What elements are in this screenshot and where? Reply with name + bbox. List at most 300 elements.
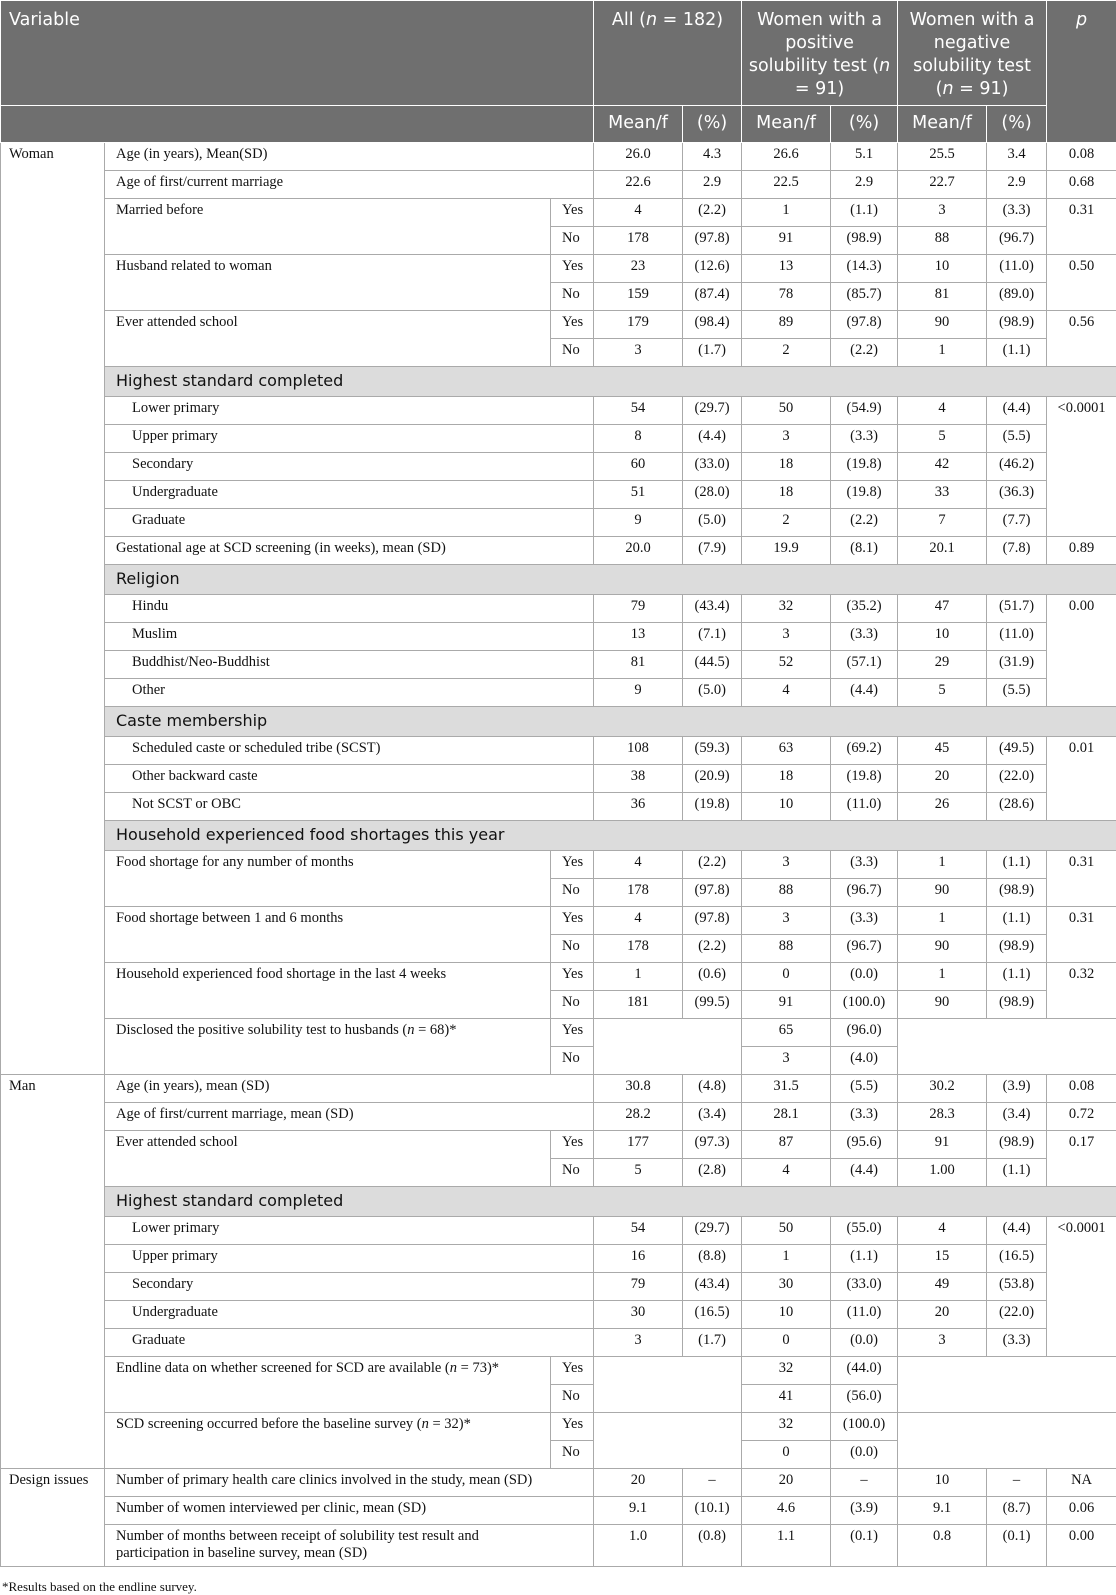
table-row — [1, 793, 1116, 821]
row-label: Graduate — [105, 509, 594, 537]
value-cell: 1 — [742, 199, 831, 227]
value-cell: 5 — [898, 679, 987, 707]
section-row — [1, 707, 1116, 737]
yes-label: Yes — [551, 1357, 594, 1385]
percent-cell: (1.7) — [683, 1329, 742, 1357]
percent-cell: – — [987, 1469, 1047, 1497]
percent-cell: (33.0) — [683, 453, 742, 481]
percent-cell: (3.3) — [831, 623, 898, 651]
section-title: Religion — [105, 565, 1116, 595]
percent-cell: (0.1) — [831, 1525, 898, 1567]
section-title: Household experienced food shortages this year — [105, 821, 1116, 851]
p-value: 0.68 — [1047, 171, 1116, 199]
value-cell: 1 — [742, 1245, 831, 1273]
table-row — [1, 171, 1116, 199]
value-cell: 15 — [898, 1245, 987, 1273]
value-cell: 90 — [898, 311, 987, 339]
footnote: *Results based on the endline survey. — [0, 1567, 1116, 1595]
percent-cell: (46.2) — [987, 453, 1047, 481]
no-label: No — [551, 991, 594, 1019]
value-cell: 30 — [742, 1273, 831, 1301]
percent-cell: (97.8) — [831, 311, 898, 339]
row-label: Upper primary — [105, 1245, 594, 1273]
percent-cell: (98.9) — [987, 1131, 1047, 1159]
value-cell: 4 — [594, 907, 683, 935]
yes-label: Yes — [551, 255, 594, 283]
header-p: p — [1047, 1, 1116, 143]
no-label: No — [551, 1385, 594, 1413]
yes-label: Yes — [551, 907, 594, 935]
blank-cell — [594, 1413, 742, 1469]
row-label: Disclosed the positive solubility test to husbands (n = 68)* — [105, 1019, 551, 1075]
percent-cell: (1.1) — [987, 1159, 1047, 1187]
header-mean-f: Mean/f — [742, 106, 831, 143]
percent-cell: (4.4) — [987, 397, 1047, 425]
table-row — [1, 1301, 1116, 1329]
no-label: No — [551, 1159, 594, 1187]
percent-cell: (3.3) — [831, 851, 898, 879]
row-label: Ever attended school — [105, 1131, 551, 1187]
table-row — [1, 595, 1116, 623]
value-cell: 5 — [898, 425, 987, 453]
value-cell: 30.2 — [898, 1075, 987, 1103]
table-row — [1, 1245, 1116, 1273]
header-pct: (%) — [683, 106, 742, 143]
percent-cell: (20.9) — [683, 765, 742, 793]
row-label: Undergraduate — [105, 481, 594, 509]
value-cell: 4 — [594, 851, 683, 879]
value-cell: 89 — [742, 311, 831, 339]
table-row — [1, 1329, 1116, 1357]
value-cell: 9 — [594, 679, 683, 707]
row-label: Buddhist/Neo-Buddhist — [105, 651, 594, 679]
percent-cell: (87.4) — [683, 283, 742, 311]
value-cell: 26.6 — [742, 143, 831, 171]
percent-cell: (4.4) — [831, 679, 898, 707]
percent-cell: (1.7) — [683, 339, 742, 367]
table-row — [1, 765, 1116, 793]
value-cell: 13 — [742, 255, 831, 283]
value-cell: 26.0 — [594, 143, 683, 171]
blank-cell — [898, 1357, 1116, 1413]
yes-label: Yes — [551, 963, 594, 991]
value-cell: 88 — [898, 227, 987, 255]
no-label: No — [551, 879, 594, 907]
value-cell: 18 — [742, 453, 831, 481]
table-header — [1, 1, 1116, 143]
p-value: 0.31 — [1047, 851, 1116, 907]
percent-cell: (2.2) — [831, 339, 898, 367]
no-label: No — [551, 1441, 594, 1469]
value-cell: 10 — [742, 1301, 831, 1329]
section-row — [1, 821, 1116, 851]
value-cell: 3 — [898, 199, 987, 227]
percent-cell: (22.0) — [987, 765, 1047, 793]
table-row — [1, 255, 1116, 283]
table-row — [1, 737, 1116, 765]
header-mean-f: Mean/f — [594, 106, 683, 143]
value-cell: 20 — [742, 1469, 831, 1497]
percent-cell: (7.7) — [987, 509, 1047, 537]
percent-cell: (0.0) — [831, 1329, 898, 1357]
percent-cell: (44.0) — [831, 1357, 898, 1385]
percent-cell: (1.1) — [987, 339, 1047, 367]
percent-cell: (96.7) — [831, 879, 898, 907]
row-label: Gestational age at SCD screening (in weeks), mean (SD) — [105, 537, 594, 565]
value-cell: 26 — [898, 793, 987, 821]
row-label: Graduate — [105, 1329, 594, 1357]
table-row — [1, 1413, 1116, 1441]
percent-cell: (3.4) — [683, 1103, 742, 1131]
value-cell: 47 — [898, 595, 987, 623]
row-label: Age (in years), Mean(SD) — [105, 143, 594, 171]
percent-cell: (3.3) — [831, 425, 898, 453]
value-cell: 49 — [898, 1273, 987, 1301]
yes-label: Yes — [551, 1131, 594, 1159]
value-cell: 1.0 — [594, 1525, 683, 1567]
row-label: Secondary — [105, 453, 594, 481]
section-row — [1, 565, 1116, 595]
value-cell: 50 — [742, 397, 831, 425]
percent-cell: 4.3 — [683, 143, 742, 171]
percent-cell: (0.0) — [831, 963, 898, 991]
percent-cell: (57.1) — [831, 651, 898, 679]
value-cell: 79 — [594, 595, 683, 623]
value-cell: 4 — [898, 397, 987, 425]
value-cell: 81 — [898, 283, 987, 311]
p-value: 0.08 — [1047, 1075, 1116, 1103]
percent-cell: (99.5) — [683, 991, 742, 1019]
percent-cell: – — [831, 1469, 898, 1497]
value-cell: 81 — [594, 651, 683, 679]
row-label: Lower primary — [105, 1217, 594, 1245]
value-cell: 79 — [594, 1273, 683, 1301]
percent-cell: (3.3) — [987, 199, 1047, 227]
percent-cell: (95.6) — [831, 1131, 898, 1159]
percent-cell: (96.7) — [831, 935, 898, 963]
percent-cell: (11.0) — [987, 255, 1047, 283]
value-cell: 178 — [594, 935, 683, 963]
value-cell: 10 — [898, 255, 987, 283]
value-cell: 28.1 — [742, 1103, 831, 1131]
percent-cell: (8.1) — [831, 537, 898, 565]
table-row — [1, 1103, 1116, 1131]
value-cell: 32 — [742, 1413, 831, 1441]
percent-cell: (98.9) — [987, 311, 1047, 339]
table-row — [1, 1469, 1116, 1497]
percent-cell: (14.3) — [831, 255, 898, 283]
p-value: 0.17 — [1047, 1131, 1116, 1187]
percent-cell: (43.4) — [683, 1273, 742, 1301]
value-cell: 4.6 — [742, 1497, 831, 1525]
row-label: Upper primary — [105, 425, 594, 453]
value-cell: 90 — [898, 879, 987, 907]
p-value: 0.00 — [1047, 595, 1116, 707]
percent-cell: (11.0) — [831, 793, 898, 821]
percent-cell: (0.6) — [683, 963, 742, 991]
group-label: Man — [1, 1075, 105, 1469]
value-cell: 4 — [898, 1217, 987, 1245]
section-title: Highest standard completed — [105, 367, 1116, 397]
percent-cell: (2.2) — [831, 509, 898, 537]
p-value: 0.31 — [1047, 199, 1116, 255]
percent-cell: (35.2) — [831, 595, 898, 623]
percent-cell: (4.8) — [683, 1075, 742, 1103]
blank-cell — [594, 1357, 742, 1413]
header-pct: (%) — [831, 106, 898, 143]
table-row — [1, 537, 1116, 565]
value-cell: 91 — [898, 1131, 987, 1159]
value-cell: 9 — [594, 509, 683, 537]
percent-cell: (7.9) — [683, 537, 742, 565]
value-cell: 1 — [594, 963, 683, 991]
value-cell: 36 — [594, 793, 683, 821]
percent-cell: 3.4 — [987, 143, 1047, 171]
header-negative: Women with a negative solubility test (n = 91) — [898, 1, 1047, 106]
table-row — [1, 651, 1116, 679]
table-row — [1, 963, 1116, 991]
row-label: Scheduled caste or scheduled tribe (SCST) — [105, 737, 594, 765]
percent-cell: (19.8) — [831, 453, 898, 481]
percent-cell: (3.9) — [831, 1497, 898, 1525]
value-cell: 28.3 — [898, 1103, 987, 1131]
row-label: Age of first/current marriage — [105, 171, 594, 199]
percent-cell: (5.5) — [831, 1075, 898, 1103]
percent-cell: (8.8) — [683, 1245, 742, 1273]
section-title: Highest standard completed — [105, 1187, 1116, 1217]
percent-cell: (0.8) — [683, 1525, 742, 1567]
p-value: <0.0001 — [1047, 1217, 1116, 1357]
percent-cell: (5.5) — [987, 679, 1047, 707]
percent-cell: (19.8) — [831, 765, 898, 793]
value-cell: 33 — [898, 481, 987, 509]
value-cell: 10 — [898, 623, 987, 651]
row-label: Age (in years), mean (SD) — [105, 1075, 594, 1103]
percent-cell: (28.0) — [683, 481, 742, 509]
table-row — [1, 907, 1116, 935]
value-cell: 87 — [742, 1131, 831, 1159]
no-label: No — [551, 1047, 594, 1075]
percent-cell: (3.3) — [987, 1329, 1047, 1357]
value-cell: 22.5 — [742, 171, 831, 199]
percent-cell: (11.0) — [987, 623, 1047, 651]
value-cell: 20.1 — [898, 537, 987, 565]
table-row — [1, 199, 1116, 227]
value-cell: 0 — [742, 1441, 831, 1469]
p-value: 0.08 — [1047, 143, 1116, 171]
value-cell: 177 — [594, 1131, 683, 1159]
percent-cell: (5.0) — [683, 509, 742, 537]
table-row — [1, 509, 1116, 537]
table-row — [1, 1357, 1116, 1385]
section-title: Caste membership — [105, 707, 1116, 737]
percent-cell: (7.8) — [987, 537, 1047, 565]
value-cell: 8 — [594, 425, 683, 453]
row-label: Age of first/current marriage, mean (SD) — [105, 1103, 594, 1131]
p-value: 0.31 — [1047, 907, 1116, 963]
percent-cell: (31.9) — [987, 651, 1047, 679]
percent-cell: (98.9) — [987, 991, 1047, 1019]
percent-cell: (29.7) — [683, 1217, 742, 1245]
value-cell: 3 — [742, 907, 831, 935]
percent-cell: – — [683, 1469, 742, 1497]
percent-cell: (12.6) — [683, 255, 742, 283]
table-row — [1, 425, 1116, 453]
percent-cell: (69.2) — [831, 737, 898, 765]
value-cell: 2 — [742, 339, 831, 367]
value-cell: 42 — [898, 453, 987, 481]
percent-cell: (19.8) — [831, 481, 898, 509]
percent-cell: (36.3) — [987, 481, 1047, 509]
percent-cell: (56.0) — [831, 1385, 898, 1413]
percent-cell: (1.1) — [987, 907, 1047, 935]
value-cell: 3 — [594, 339, 683, 367]
value-cell: 3 — [742, 851, 831, 879]
row-label: Lower primary — [105, 397, 594, 425]
table-row — [1, 453, 1116, 481]
table-body — [1, 143, 1116, 1567]
percent-cell: (55.0) — [831, 1217, 898, 1245]
row-label: Husband related to woman — [105, 255, 551, 311]
yes-label: Yes — [551, 851, 594, 879]
value-cell: 30 — [594, 1301, 683, 1329]
header-mean-f: Mean/f — [898, 106, 987, 143]
p-value: 0.06 — [1047, 1497, 1116, 1525]
row-label: Ever attended school — [105, 311, 551, 367]
value-cell: 159 — [594, 283, 683, 311]
percent-cell: (16.5) — [683, 1301, 742, 1329]
value-cell: 50 — [742, 1217, 831, 1245]
percent-cell: (7.1) — [683, 623, 742, 651]
percent-cell: (19.8) — [683, 793, 742, 821]
p-value: 0.01 — [1047, 737, 1116, 821]
percent-cell: (2.2) — [683, 199, 742, 227]
row-label: Undergraduate — [105, 1301, 594, 1329]
percent-cell: (8.7) — [987, 1497, 1047, 1525]
table-row — [1, 1273, 1116, 1301]
percent-cell: (2.2) — [683, 851, 742, 879]
value-cell: 3 — [594, 1329, 683, 1357]
value-cell: 0 — [742, 1329, 831, 1357]
percent-cell: (100.0) — [831, 1413, 898, 1441]
value-cell: 2 — [742, 509, 831, 537]
row-label: Hindu — [105, 595, 594, 623]
value-cell: 32 — [742, 595, 831, 623]
value-cell: 20 — [898, 765, 987, 793]
yes-label: Yes — [551, 1413, 594, 1441]
value-cell: 88 — [742, 935, 831, 963]
percent-cell: 2.9 — [987, 171, 1047, 199]
percent-cell: (3.3) — [831, 907, 898, 935]
value-cell: 20 — [898, 1301, 987, 1329]
value-cell: 13 — [594, 623, 683, 651]
row-label: Number of women interviewed per clinic, mean (SD) — [105, 1497, 594, 1525]
section-row — [1, 1187, 1116, 1217]
value-cell: 88 — [742, 879, 831, 907]
value-cell: 91 — [742, 227, 831, 255]
value-cell: 31.5 — [742, 1075, 831, 1103]
value-cell: 3 — [742, 623, 831, 651]
row-label: Not SCST or OBC — [105, 793, 594, 821]
value-cell: 4 — [742, 1159, 831, 1187]
table-row — [1, 1019, 1116, 1047]
percent-cell: (96.7) — [987, 227, 1047, 255]
percent-cell: (98.4) — [683, 311, 742, 339]
percent-cell: (4.0) — [831, 1047, 898, 1075]
value-cell: 19.9 — [742, 537, 831, 565]
no-label: No — [551, 283, 594, 311]
blank-cell — [594, 1019, 742, 1075]
value-cell: 0 — [742, 963, 831, 991]
value-cell: 30.8 — [594, 1075, 683, 1103]
value-cell: 38 — [594, 765, 683, 793]
yes-label: Yes — [551, 311, 594, 339]
value-cell: 78 — [742, 283, 831, 311]
percent-cell: (98.9) — [987, 879, 1047, 907]
value-cell: 18 — [742, 765, 831, 793]
value-cell: 0.8 — [898, 1525, 987, 1567]
value-cell: 28.2 — [594, 1103, 683, 1131]
value-cell: 22.6 — [594, 171, 683, 199]
value-cell: 3 — [898, 1329, 987, 1357]
percent-cell: (10.1) — [683, 1497, 742, 1525]
percent-cell: (59.3) — [683, 737, 742, 765]
row-label: Endline data on whether screened for SCD are available (n = 73)* — [105, 1357, 551, 1413]
value-cell: 16 — [594, 1245, 683, 1273]
percent-cell: (3.4) — [987, 1103, 1047, 1131]
percent-cell: (51.7) — [987, 595, 1047, 623]
value-cell: 3 — [742, 425, 831, 453]
value-cell: 10 — [898, 1469, 987, 1497]
p-value: 0.50 — [1047, 255, 1116, 311]
value-cell: 29 — [898, 651, 987, 679]
no-label: No — [551, 339, 594, 367]
yes-label: Yes — [551, 199, 594, 227]
percent-cell: 5.1 — [831, 143, 898, 171]
percent-cell: (96.0) — [831, 1019, 898, 1047]
value-cell: 32 — [742, 1357, 831, 1385]
value-cell: 51 — [594, 481, 683, 509]
value-cell: 10 — [742, 793, 831, 821]
row-label: Muslim — [105, 623, 594, 651]
row-label: Other backward caste — [105, 765, 594, 793]
table-row — [1, 397, 1116, 425]
row-label: Food shortage for any number of months — [105, 851, 551, 907]
percent-cell: (85.7) — [831, 283, 898, 311]
value-cell: 179 — [594, 311, 683, 339]
header-pct: (%) — [987, 106, 1047, 143]
value-cell: 108 — [594, 737, 683, 765]
value-cell: 178 — [594, 227, 683, 255]
percent-cell: (1.1) — [987, 851, 1047, 879]
p-value: 0.00 — [1047, 1525, 1116, 1567]
table-row — [1, 623, 1116, 651]
value-cell: 1 — [898, 339, 987, 367]
p-value: NA — [1047, 1469, 1116, 1497]
value-cell: 52 — [742, 651, 831, 679]
percent-cell: (54.9) — [831, 397, 898, 425]
value-cell: 9.1 — [898, 1497, 987, 1525]
section-row — [1, 367, 1116, 397]
percent-cell: (33.0) — [831, 1273, 898, 1301]
row-label: SCD screening occurred before the baseline survey (n = 32)* — [105, 1413, 551, 1469]
percent-cell: (5.5) — [987, 425, 1047, 453]
value-cell: 181 — [594, 991, 683, 1019]
row-label: Married before — [105, 199, 551, 255]
percent-cell: (3.9) — [987, 1075, 1047, 1103]
percent-cell: (1.1) — [831, 199, 898, 227]
percent-cell: (97.8) — [683, 907, 742, 935]
